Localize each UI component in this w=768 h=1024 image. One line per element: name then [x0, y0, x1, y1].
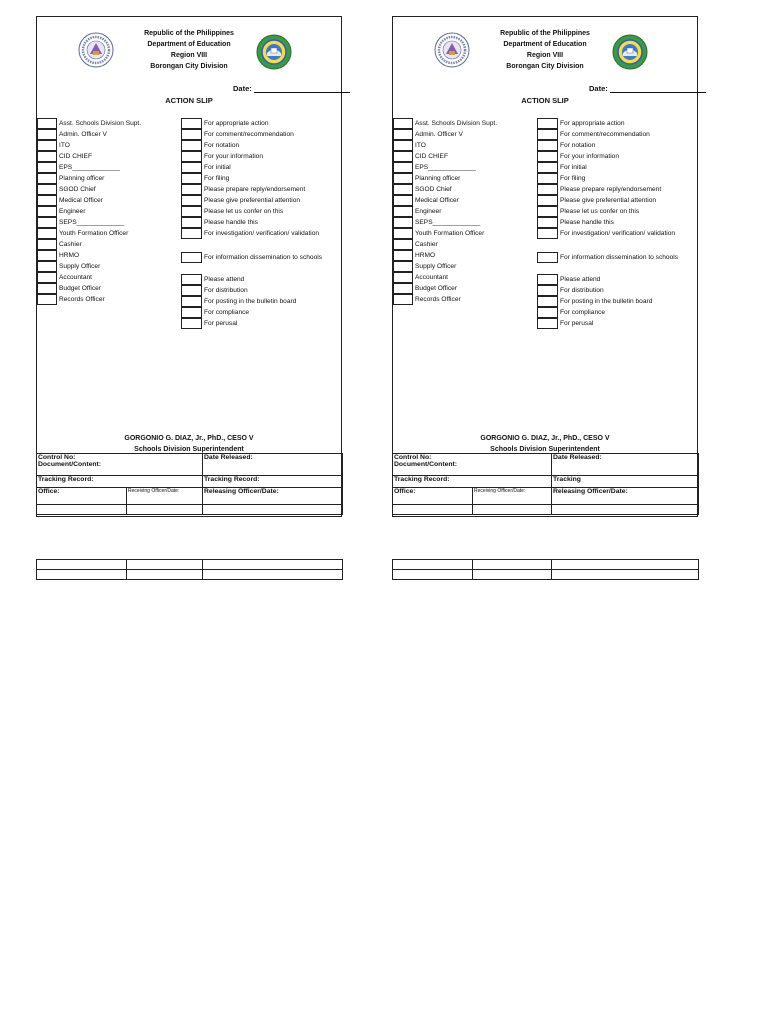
action-label: For compliance — [204, 309, 250, 316]
letterhead-line-3: Region VIII — [170, 52, 208, 59]
action-checkbox[interactable] — [181, 274, 202, 285]
recipient-label: Medical Officer — [415, 197, 459, 204]
letterhead-line-1: Republic of the Philippines — [144, 30, 234, 37]
recipient-checkbox[interactable] — [393, 184, 413, 195]
control-no-label: Control No: — [38, 454, 76, 461]
action-slip-right — [392, 16, 698, 517]
action-checkbox[interactable] — [181, 318, 202, 329]
blank-table-right — [392, 559, 699, 580]
action-label: For notation — [560, 142, 596, 149]
recipient-label: Admin. Officer V — [59, 131, 107, 138]
action-label: For initial — [204, 164, 231, 171]
recipient-label: EPS_____________ — [59, 164, 120, 171]
tracking-record-cell-right[interactable] — [552, 476, 699, 488]
recipient-checkbox[interactable] — [37, 184, 57, 195]
date-blank-line[interactable] — [254, 84, 350, 93]
action-label: For perusal — [204, 320, 238, 327]
tracking-record-cell-right[interactable] — [203, 476, 343, 488]
recipient-checkbox[interactable] — [37, 140, 57, 151]
recipient-label: Planning officer — [415, 175, 461, 182]
action-checkbox[interactable] — [537, 318, 558, 329]
blank-cell[interactable] — [127, 560, 203, 570]
table-row — [37, 488, 343, 505]
recipient-label: SEPS_____________ — [415, 219, 481, 226]
document-content-label: Document/Content: — [394, 461, 458, 468]
date-released-label: Date Released: — [204, 454, 253, 461]
recipient-checkbox[interactable] — [393, 250, 413, 261]
recipient-checkbox[interactable] — [393, 283, 413, 294]
action-checkbox[interactable] — [181, 195, 202, 206]
action-checkbox[interactable] — [181, 206, 202, 217]
letterhead-line-4: Borongan City Division — [506, 63, 584, 70]
action-label: For your information — [204, 153, 263, 160]
slip-title: ACTION SLIP — [165, 96, 213, 105]
recipient-label: SEPS_____________ — [59, 219, 125, 226]
signatory-position: Schools Division Superintendent — [134, 446, 244, 453]
table-row — [37, 476, 343, 488]
recipient-label: Engineer — [59, 208, 86, 215]
blank-cell[interactable] — [203, 570, 343, 580]
action-label: For appropriate action — [204, 120, 269, 127]
blank-cell[interactable] — [37, 560, 127, 570]
releasing-officer-cell[interactable] — [552, 488, 699, 505]
blank-table-left — [36, 559, 343, 580]
letterhead-line-3: Region VIII — [526, 52, 564, 59]
tracking-label-right: Tracking — [553, 476, 581, 483]
recipient-checkbox[interactable] — [393, 162, 413, 173]
recipient-label: Youth Formation Officer — [59, 230, 129, 237]
action-checkbox[interactable] — [537, 296, 558, 307]
recipient-checkbox[interactable] — [37, 118, 57, 129]
action-label: Please attend — [204, 276, 245, 283]
blank-cell[interactable] — [552, 570, 699, 580]
action-checkbox[interactable] — [537, 228, 558, 239]
blank-cell[interactable] — [473, 505, 552, 515]
letterhead-line-1: Republic of the Philippines — [500, 30, 590, 37]
action-label: Please prepare reply/endorsement — [560, 186, 662, 193]
recipient-checkbox[interactable] — [393, 151, 413, 162]
signatory-name: GORGONIO G. DIAZ, Jr., PhD., CESO V — [480, 435, 610, 442]
releasing-officer-cell[interactable] — [203, 488, 343, 505]
action-checkbox[interactable] — [537, 206, 558, 217]
action-checkbox[interactable] — [181, 173, 202, 184]
table-row — [37, 560, 343, 570]
recipient-label: Supply Officer — [59, 263, 101, 270]
recipient-label: Cashier — [59, 241, 82, 248]
tracking-record-label: Tracking Record: — [38, 476, 94, 483]
recipient-checkbox[interactable] — [393, 217, 413, 228]
table-row — [393, 505, 699, 515]
letterhead-line-2: Department of Education — [147, 41, 231, 48]
recipient-checkbox[interactable] — [393, 173, 413, 184]
control-no-label: Control No: — [394, 454, 432, 461]
recipient-checkbox[interactable] — [37, 294, 57, 305]
action-checkbox[interactable] — [537, 140, 558, 151]
action-checkbox[interactable] — [537, 307, 558, 318]
action-checkbox[interactable] — [181, 285, 202, 296]
recipient-label: Engineer — [415, 208, 442, 215]
recipient-label: Accountant — [59, 274, 92, 281]
recipient-label: ITO — [59, 142, 70, 149]
date-blank-line[interactable] — [610, 84, 706, 93]
recipient-label: Budget Officer — [59, 285, 102, 292]
signatory-position: Schools Division Superintendent — [490, 446, 600, 453]
action-checkbox[interactable] — [181, 162, 202, 173]
tracking-record-cell[interactable] — [37, 476, 203, 488]
recipient-checkbox[interactable] — [37, 151, 57, 162]
recipient-label: HRMO — [415, 252, 436, 259]
action-label: For comment/recommendation — [560, 131, 650, 138]
receiving-officer-label: Receiving Officer/Date: — [474, 488, 526, 494]
recipient-checkbox[interactable] — [393, 272, 413, 283]
routing-table — [392, 453, 699, 515]
action-checkbox[interactable] — [181, 140, 202, 151]
action-label: For posting in the bulletin board — [204, 298, 297, 305]
control-document-cell[interactable] — [37, 454, 203, 476]
blank-cell[interactable] — [37, 570, 127, 580]
recipient-label: Cashier — [415, 241, 438, 248]
recipient-label: Medical Officer — [59, 197, 103, 204]
office-label: Office: — [394, 488, 416, 495]
action-checkbox[interactable] — [537, 195, 558, 206]
receiving-officer-label: Receiving Officer/Date: — [128, 488, 180, 494]
control-document-cell[interactable] — [393, 454, 552, 476]
action-label: For posting in the bulletin board — [560, 298, 653, 305]
table-row — [393, 454, 699, 476]
letterhead — [393, 28, 697, 72]
action-checkbox[interactable] — [537, 118, 558, 129]
action-checkbox[interactable] — [181, 184, 202, 195]
blank-cell[interactable] — [552, 505, 699, 515]
table-row — [393, 476, 699, 488]
recipient-checkbox[interactable] — [37, 283, 57, 294]
recipient-checkbox[interactable] — [393, 294, 413, 305]
receiving-officer-cell[interactable] — [473, 488, 552, 505]
recipient-checkbox[interactable] — [37, 173, 57, 184]
recipient-label: SGOD Chief — [59, 186, 96, 193]
routing-table — [36, 453, 343, 515]
letterhead-line-2: Department of Education — [503, 41, 587, 48]
recipient-label: CID CHIEF — [415, 153, 448, 160]
action-checkbox[interactable] — [181, 296, 202, 307]
action-label: For information dissemination to schools — [560, 254, 679, 261]
action-checkbox[interactable] — [537, 252, 558, 263]
recipient-label: Asst. Schools Division Supt. — [415, 120, 498, 127]
table-row — [37, 570, 343, 580]
table-row — [393, 560, 699, 570]
action-label: For distribution — [560, 287, 604, 294]
recipient-label: ITO — [415, 142, 426, 149]
recipient-checkbox[interactable] — [393, 206, 413, 217]
signatory-block — [37, 433, 341, 455]
recipient-checkbox[interactable] — [393, 261, 413, 272]
action-label: For distribution — [204, 287, 248, 294]
slip-title: ACTION SLIP — [521, 96, 569, 105]
recipient-label: Youth Formation Officer — [415, 230, 485, 237]
blank-cell[interactable] — [127, 570, 203, 580]
date-field — [589, 84, 706, 93]
action-checkbox[interactable] — [537, 285, 558, 296]
recipient-label: Records Officer — [59, 296, 105, 303]
recipient-checkbox[interactable] — [393, 228, 413, 239]
recipient-label: EPS_____________ — [415, 164, 476, 171]
document-content-label: Document/Content: — [38, 461, 102, 468]
table-row — [393, 570, 699, 580]
action-checkbox[interactable] — [537, 217, 558, 228]
action-label: For appropriate action — [560, 120, 625, 127]
action-label: For information dissemination to schools — [204, 254, 323, 261]
tracking-record-label: Tracking Record: — [394, 476, 450, 483]
recipient-label: Supply Officer — [415, 263, 457, 270]
recipient-checkbox[interactable] — [37, 228, 57, 239]
blank-cell[interactable] — [203, 560, 343, 570]
action-checkbox[interactable] — [181, 129, 202, 140]
action-label: For investigation/ verification/ validation — [204, 230, 320, 237]
recipient-label: Records Officer — [415, 296, 461, 303]
action-checkbox[interactable] — [537, 162, 558, 173]
recipient-label: HRMO — [59, 252, 80, 259]
date-label: Date: — [233, 84, 252, 93]
signatory-name: GORGONIO G. DIAZ, Jr., PhD., CESO V — [124, 435, 254, 442]
action-label: For compliance — [560, 309, 606, 316]
blank-cell[interactable] — [473, 570, 552, 580]
recipient-checkbox[interactable] — [37, 162, 57, 173]
date-released-label: Date Released: — [553, 454, 602, 461]
blank-cell[interactable] — [37, 505, 127, 515]
blank-cell[interactable] — [473, 560, 552, 570]
signatory-block — [393, 433, 697, 455]
action-checkbox[interactable] — [181, 307, 202, 318]
blank-cell[interactable] — [127, 505, 203, 515]
receiving-officer-cell[interactable] — [127, 488, 203, 505]
action-label: For comment/recommendation — [204, 131, 294, 138]
letterhead-line-4: Borongan City Division — [150, 63, 228, 70]
recipient-checkbox[interactable] — [37, 129, 57, 140]
action-label: Please handle this — [560, 219, 614, 226]
office-cell[interactable] — [393, 488, 473, 505]
letterhead — [37, 28, 341, 72]
recipient-checkbox[interactable] — [37, 250, 57, 261]
action-checkbox[interactable] — [181, 228, 202, 239]
action-label: For your information — [560, 153, 619, 160]
recipient-checkbox[interactable] — [393, 129, 413, 140]
recipient-label: Planning officer — [59, 175, 105, 182]
action-checkbox[interactable] — [181, 252, 202, 263]
releasing-officer-label: Releasing Officer/Date: — [204, 488, 279, 495]
action-label: For investigation/ verification/ validation — [560, 230, 676, 237]
tracking-record-cell[interactable] — [393, 476, 552, 488]
action-checkbox[interactable] — [537, 274, 558, 285]
action-label: Please attend — [560, 276, 601, 283]
office-cell[interactable] — [37, 488, 127, 505]
recipient-checkbox[interactable] — [37, 206, 57, 217]
recipient-label: Budget Officer — [415, 285, 458, 292]
action-checkbox[interactable] — [537, 184, 558, 195]
recipient-checkbox[interactable] — [393, 140, 413, 151]
table-row — [37, 454, 343, 476]
action-label: Please give preferential attention — [560, 197, 657, 204]
recipient-label: CID CHIEF — [59, 153, 92, 160]
recipient-checkbox[interactable] — [37, 217, 57, 228]
date-label: Date: — [589, 84, 608, 93]
action-label: Please let us confer on this — [204, 208, 284, 215]
date-released-cell[interactable] — [552, 454, 699, 476]
action-checkbox[interactable] — [537, 173, 558, 184]
recipient-checkbox[interactable] — [393, 118, 413, 129]
action-label: Please handle this — [204, 219, 258, 226]
table-row — [393, 488, 699, 505]
table-row — [37, 505, 343, 515]
action-label: For filing — [560, 175, 586, 182]
recipient-checkbox[interactable] — [393, 195, 413, 206]
recipient-label: SGOD Chief — [415, 186, 452, 193]
action-label: For initial — [560, 164, 587, 171]
recipient-checkbox[interactable] — [393, 239, 413, 250]
action-slip-left — [36, 16, 342, 517]
recipient-label: Accountant — [415, 274, 448, 281]
blank-cell[interactable] — [393, 560, 473, 570]
action-checkbox[interactable] — [181, 217, 202, 228]
action-label: Please prepare reply/endorsement — [204, 186, 306, 193]
date-field — [233, 84, 350, 93]
date-released-cell[interactable] — [203, 454, 343, 476]
action-label: For notation — [204, 142, 240, 149]
blank-cell[interactable] — [552, 560, 699, 570]
recipient-checkbox[interactable] — [37, 272, 57, 283]
blank-cell[interactable] — [203, 505, 343, 515]
blank-cell[interactable] — [393, 570, 473, 580]
action-checkbox[interactable] — [181, 151, 202, 162]
action-checkbox[interactable] — [181, 118, 202, 129]
recipient-label: Admin. Officer V — [415, 131, 463, 138]
recipient-checkbox[interactable] — [37, 239, 57, 250]
recipient-checkbox[interactable] — [37, 195, 57, 206]
recipient-label: Asst. Schools Division Supt. — [59, 120, 142, 127]
blank-cell[interactable] — [393, 505, 473, 515]
releasing-officer-label: Releasing Officer/Date: — [553, 488, 628, 495]
action-checkbox[interactable] — [537, 151, 558, 162]
action-checkbox[interactable] — [537, 129, 558, 140]
recipient-checkbox[interactable] — [37, 261, 57, 272]
action-label: Please give preferential attention — [204, 197, 301, 204]
action-label: For filing — [204, 175, 230, 182]
action-label: Please let us confer on this — [560, 208, 640, 215]
tracking-record-label-right: Tracking Record: — [204, 476, 260, 483]
office-label: Office: — [38, 488, 60, 495]
action-label: For perusal — [560, 320, 594, 327]
